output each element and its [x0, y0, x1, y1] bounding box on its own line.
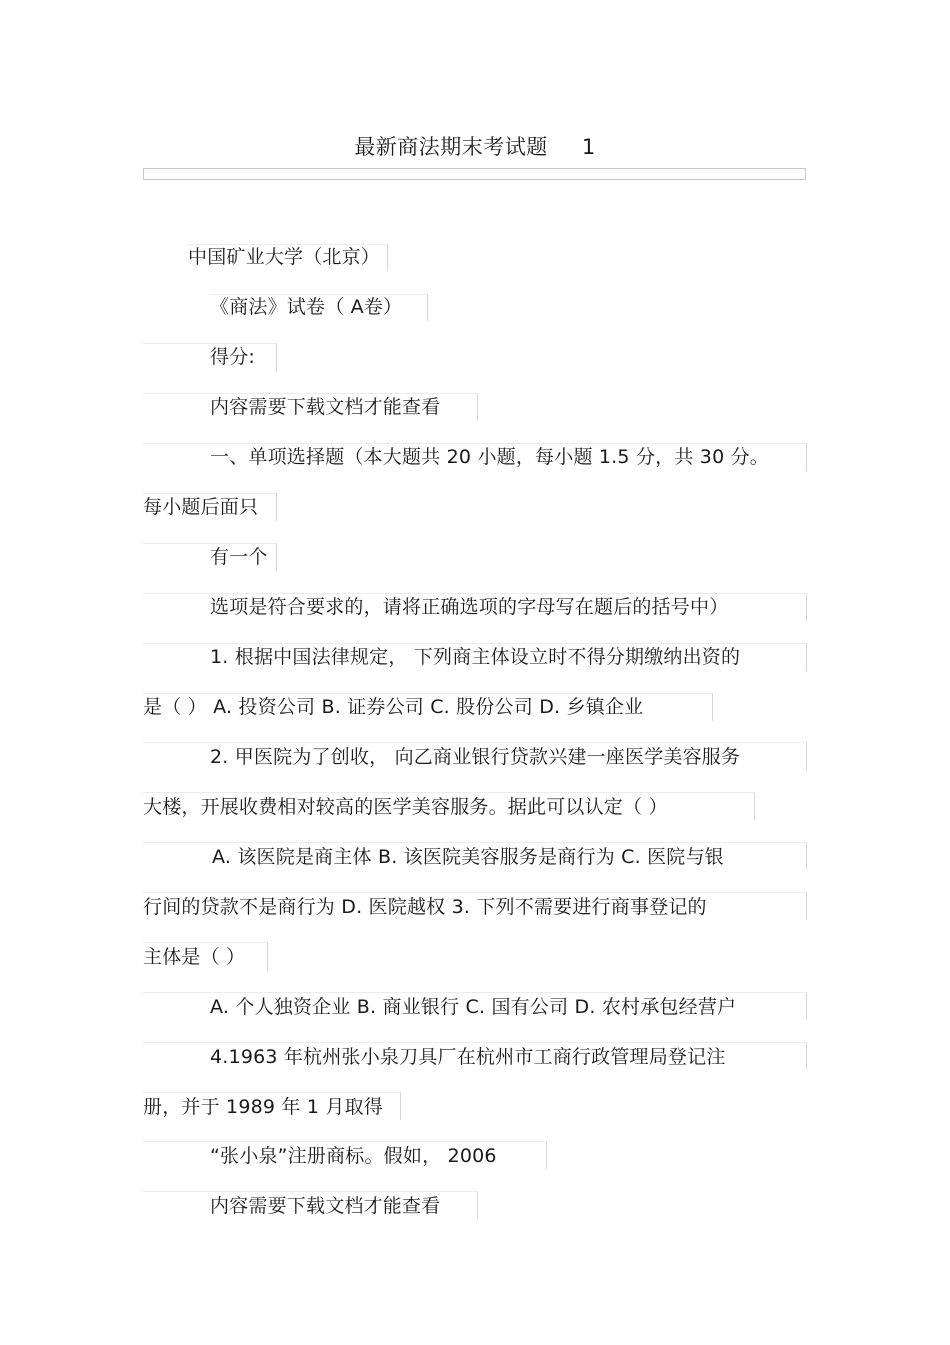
question-1: 1. 根据中国法律规定， 下列商主体设立时不得分期缴纳出资的 [210, 646, 741, 668]
text-line: 主体是（ ） [143, 946, 246, 968]
section-heading: 一、单项选择题（本大题共 20 小题，每小题 1.5 分，共 30 分。 [210, 446, 770, 468]
text-line: 行间的贷款不是商行为 D. 医院越权 3. 下列不需要进行商事登记的 [143, 896, 707, 918]
document-title [0, 131, 950, 161]
text-line: 有一个 [210, 546, 268, 568]
title-number: 1 [581, 135, 596, 159]
download-notice: 内容需要下载文档才能查看 [210, 396, 441, 418]
exam-paper-name: 《商法》试卷（ A卷） [210, 296, 403, 318]
score-label: 得分: [210, 346, 256, 368]
title-text: 最新商法期末考试题 [354, 135, 548, 159]
download-notice: 内容需要下载文档才能查看 [210, 1195, 441, 1217]
text-line: 每小题后面只 [143, 496, 259, 518]
question-2: 2. 甲医院为了创收， 向乙商业银行贷款兴建一座医学美容服务 [210, 746, 741, 768]
text-line: 选项是符合要求的，请将正确选项的字母写在题后的括号中） [210, 596, 729, 618]
text-line: 册，并于 1989 年 1 月取得 [143, 1096, 384, 1118]
text-line: 大楼，开展收费相对较高的医学美容服务。据此可以认定（ ） [143, 796, 668, 818]
school-name: 中国矿业大学（北京） [188, 246, 381, 268]
text-line: “张小泉”注册商标。假如， 2006 [210, 1145, 497, 1167]
question-1-options: 是（ ） A. 投资公司 B. 证券公司 C. 股份公司 D. 乡镇企业 [143, 696, 644, 718]
title-underline-box [143, 168, 806, 180]
question-3-options: A. 个人独资企业 B. 商业银行 C. 国有公司 D. 农村承包经营户 [210, 996, 737, 1018]
question-4: 4.1963 年杭州张小泉刀具厂在杭州市工商行政管理局登记注 [210, 1046, 726, 1068]
question-2-options: A. 该医院是商主体 B. 该医院美容服务是商行为 C. 医院与银 [212, 846, 724, 868]
